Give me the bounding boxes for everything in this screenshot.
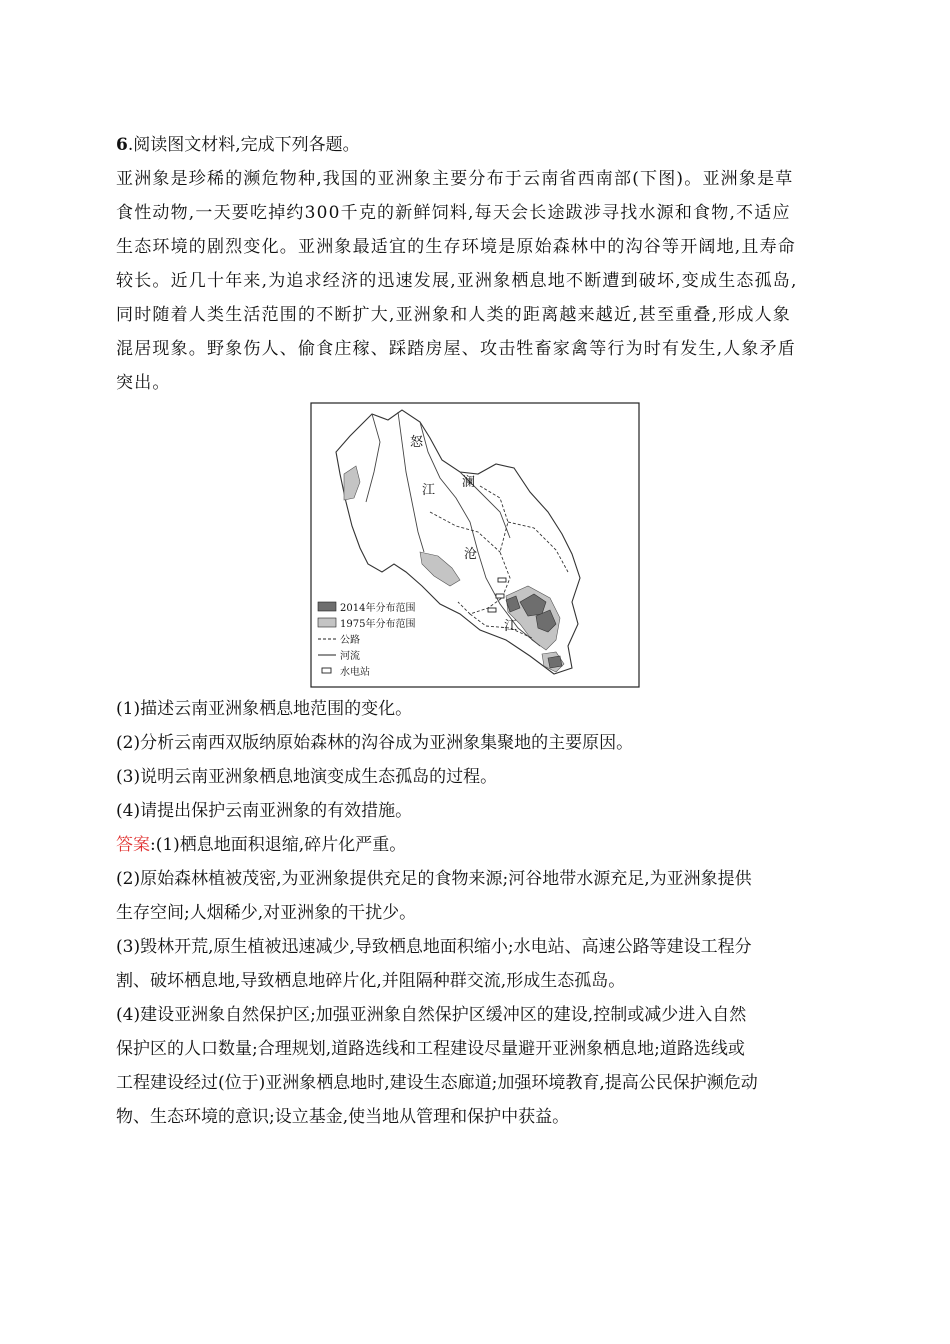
map-label-jiang-bottom: 江 bbox=[504, 619, 518, 634]
yunnan-elephant-map bbox=[310, 402, 640, 688]
answer-block bbox=[116, 828, 832, 1134]
answer-line: (3)毁林开荒,原生植被迅速减少,导致栖息地面积缩小;水电站、高速公路等建设工程分 bbox=[116, 937, 752, 957]
subquestion-1: (1)描述云南亚洲象栖息地范围的变化。 bbox=[116, 699, 413, 719]
answer-line: (2)原始森林植被茂密,为亚洲象提供充足的食物来源;河谷地带水源充足,为亚洲象提供 bbox=[116, 869, 752, 889]
intro-line: 亚洲象是珍稀的濒危物种,我国的亚洲象主要分布于云南省西南部(下图)。亚洲象是草 bbox=[116, 169, 794, 189]
answer-line: 物、生态环境的意识;设立基金,使当地从管理和保护中获益。 bbox=[116, 1107, 570, 1127]
subquestion-4: (4)请提出保护云南亚洲象的有效措施。 bbox=[116, 801, 413, 821]
legend-1975-swatch bbox=[318, 618, 336, 627]
legend-2014-label: 2014年分布范围 bbox=[340, 603, 416, 614]
map-label-jiang-left: 江 bbox=[422, 483, 436, 498]
hydro-station-icon bbox=[498, 578, 506, 582]
map-label-nu: 怒 bbox=[410, 435, 424, 450]
question-prompt: .阅读图文材料,完成下列各题。 bbox=[127, 135, 360, 155]
map-label-cang: 沧 bbox=[464, 547, 478, 562]
map-frame bbox=[311, 403, 639, 687]
range-2014-patch bbox=[548, 656, 562, 668]
intro-line: 突出。 bbox=[116, 373, 171, 393]
answer-label: 答案 bbox=[116, 835, 150, 855]
subquestions bbox=[116, 692, 832, 828]
subquestion-3: (3)说明云南亚洲象栖息地演变成生态孤岛的过程。 bbox=[116, 767, 498, 787]
intro-line: 混居现象。野象伤人、偷食庄稼、踩踏房屋、攻击牲畜家禽等行为时有发生,人象矛盾 bbox=[116, 339, 797, 359]
answer-line: 保护区的人口数量;合理规划,道路选线和工程建设尽量避开亚洲象栖息地;道路选线或 bbox=[116, 1039, 745, 1059]
answer-text: :(1)栖息地面积退缩,碎片化严重。 bbox=[150, 835, 407, 855]
question-number: 6 bbox=[116, 135, 128, 155]
question-block bbox=[116, 128, 832, 1134]
legend-hydro-label: 水电站 bbox=[340, 667, 370, 678]
legend-hydro-icon bbox=[322, 668, 331, 673]
intro-line: 较长。近几十年来,为追求经济的迅速发展,亚洲象栖息地不断遭到破坏,变成生态孤岛, bbox=[116, 271, 798, 291]
answer-line: 生存空间;人烟稀少,对亚洲象的干扰少。 bbox=[116, 903, 417, 923]
answer-line: (4)建设亚洲象自然保护区;加强亚洲象自然保护区缓冲区的建设,控制或减少进入自然 bbox=[116, 1005, 747, 1025]
question-title bbox=[116, 128, 832, 162]
intro-paragraph bbox=[116, 162, 832, 400]
map-figure bbox=[116, 402, 832, 688]
answer-line: 工程建设经过(位于)亚洲象栖息地时,建设生态廊道;加强环境教育,提高公民保护濒危动 bbox=[116, 1073, 758, 1093]
legend-2014-swatch bbox=[318, 602, 336, 611]
hydro-station-icon bbox=[488, 608, 496, 612]
subquestion-2: (2)分析云南西双版纳原始森林的沟谷成为亚洲象集聚地的主要原因。 bbox=[116, 733, 634, 753]
answer-line: 割、破坏栖息地,导致栖息地碎片化,并阻隔种群交流,形成生态孤岛。 bbox=[116, 971, 626, 991]
intro-line: 同时随着人类生活范围的不断扩大,亚洲象和人类的距离越来越近,甚至重叠,形成人象 bbox=[116, 305, 792, 325]
legend-river-label: 河流 bbox=[340, 651, 360, 662]
hydro-station-icon bbox=[496, 594, 504, 598]
legend-1975-label: 1975年分布范围 bbox=[340, 619, 416, 630]
answer-line bbox=[116, 828, 832, 862]
intro-line: 生态环境的剧烈变化。亚洲象最适宜的生存环境是原始森林中的沟谷等开阔地,且寿命 bbox=[116, 237, 797, 257]
intro-line: 食性动物,一天要吃掉约300千克的新鲜饲料,每天会长途跋涉寻找水源和食物,不适应 bbox=[116, 203, 791, 223]
map-label-lan: 澜 bbox=[462, 475, 476, 490]
legend-road-label: 公路 bbox=[340, 635, 360, 646]
